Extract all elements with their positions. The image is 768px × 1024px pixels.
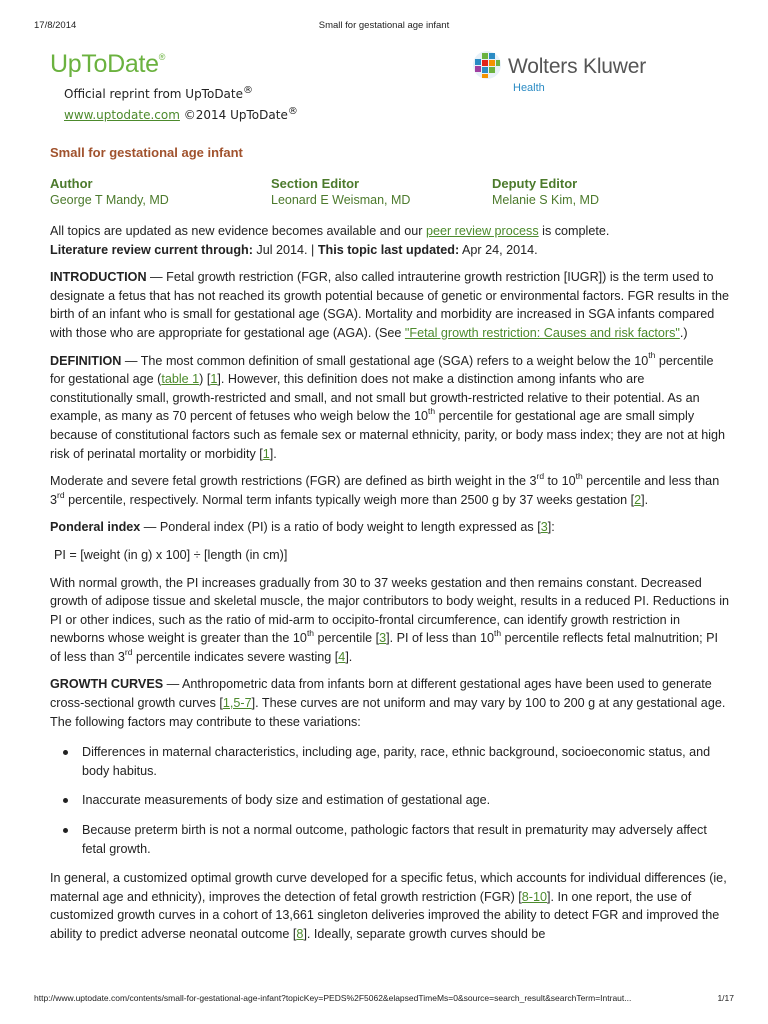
bullet-icon	[63, 750, 68, 755]
deputy-editor-role: Deputy Editor	[492, 176, 578, 191]
reprint-line-1	[64, 82, 298, 103]
growth-curves-paragraph	[50, 675, 730, 731]
list-item	[50, 791, 730, 810]
paragraph-text: In general, a customized optimal growth curve developed for a specific fetus, which accounts for individual differences (ie, maternal age and ethnicity), improves the detection of fetal growth restriction (FGR) [	[50, 871, 727, 904]
superscript: rd	[536, 470, 545, 481]
last-updated-value: Apr 24, 2014.	[459, 242, 538, 257]
print-url: http://www.uptodate.com/contents/small-for-gestational-age-infant?topicKey=PEDS%2F5062&elapsedTimeMs=0&source=search_result&searchTerm=Intraut...	[34, 993, 632, 1003]
paragraph-text: With normal growth, the PI increases gradually from 30 to 37 weeks gestation and then remains constant. Decreased growth of adipose tissue and skeletal muscle, the major contributors to body weight, results in a reduced PI. Reductions in PI or other indices, such as the ratio of mid-arm to occipito-frontal circumference, can identify growth restriction in newborns whose weight is greater than the 10	[50, 575, 730, 646]
list-item-text: Inaccurate measurements of body size and estimation of gestational age.	[82, 793, 491, 808]
author-block	[50, 175, 169, 208]
introduction-heading: INTRODUCTION	[50, 270, 147, 285]
globe-icon	[472, 50, 502, 80]
uptodate-logo[interactable]	[50, 50, 165, 79]
paragraph-text: — Ponderal index (PI) is a ratio of body weight to length expressed as [	[140, 520, 541, 535]
paragraph-text: percentile for gestational age are small simply because of constitutional factors such as female sex or maternal ethnicity, parity, or body mass index; they are not at high risk of perinatal mortality or morbidity [	[50, 409, 726, 461]
reference-link[interactable]: 3	[540, 520, 548, 535]
paragraph-text: Moderate and severe fetal growth restrictions (FGR) are defined as birth weight in the 3	[50, 474, 537, 489]
update-notice	[50, 222, 730, 259]
introduction-paragraph	[50, 268, 730, 342]
paragraph-text: percentile indicates severe wasting [	[132, 649, 339, 664]
variation-factors-list	[50, 743, 730, 858]
uptodate-url-link[interactable]: www.uptodate.com	[64, 108, 180, 122]
reference-link[interactable]: 1	[262, 446, 270, 461]
superscript: th	[428, 406, 436, 417]
reprint-line-2	[64, 103, 298, 124]
wolters-kluwer-logo[interactable]	[472, 50, 662, 95]
peer-review-link[interactable]: peer review process	[425, 224, 539, 238]
definition-paragraph	[50, 352, 730, 464]
growth-curves-heading: GROWTH CURVES	[50, 677, 164, 692]
superscript: th	[493, 628, 502, 639]
superscript: rd	[124, 646, 133, 657]
reference-link[interactable]: 3	[379, 631, 387, 646]
paragraph-text: ].	[641, 492, 649, 507]
superscript: th	[306, 628, 315, 639]
wolters-kluwer-health: Health	[513, 82, 545, 94]
section-editor-block	[271, 175, 410, 208]
registered-mark: ®	[243, 85, 253, 96]
reference-link[interactable]: 8	[296, 927, 304, 941]
paragraph-text: percentile, respectively. Normal term infants typically weigh more than 2500 g by 37 weeks gestation [	[64, 492, 635, 507]
reference-link[interactable]: 1	[210, 372, 218, 387]
notice-text: is complete.	[538, 224, 610, 238]
normal-growth-paragraph	[50, 574, 730, 667]
print-header	[34, 20, 734, 34]
superscript: th	[575, 470, 583, 481]
print-date: 17/8/2014	[34, 20, 77, 31]
paragraph-text: percentile for gestational age (	[50, 353, 714, 387]
paragraph-text: ].	[345, 649, 353, 664]
ponderal-index-paragraph	[50, 518, 730, 537]
customized-curve-paragraph	[50, 869, 730, 943]
reprint-notice	[64, 82, 298, 124]
article-body	[50, 222, 730, 953]
bullet-icon	[63, 828, 68, 833]
ponderal-index-heading: Ponderal index	[50, 520, 141, 535]
paragraph-text: .)	[679, 325, 688, 340]
copyright-text: ©2014 UpToDate	[183, 108, 288, 122]
paragraph-text: ].	[269, 446, 277, 461]
author-name[interactable]: George T Mandy, MD	[50, 193, 169, 207]
paragraph-text: ]. In one report, the use of customized growth curves in a cohort of 13,661 singleton deliveries improved the ability to detect FGR and improved the ability to predict adverse neonatal outcome [	[50, 889, 720, 941]
bullet-icon	[63, 798, 68, 803]
topic-title: Small for gestational age infant	[50, 145, 243, 160]
superscript: th	[648, 350, 656, 361]
superscript: rd	[57, 489, 65, 500]
lit-review-label: Literature review current through:	[50, 242, 253, 257]
ponderal-formula: PI = [weight (in g) x 100] ÷ [length (in cm)]	[54, 547, 288, 562]
print-title: Small for gestational age infant	[318, 20, 450, 31]
registered-mark: ®	[287, 106, 298, 117]
print-footer	[34, 993, 734, 1007]
notice-text: All topics are updated as new evidence becomes available and our	[50, 224, 426, 238]
paragraph-text: ) [	[199, 372, 211, 387]
paragraph-text: to 10	[544, 474, 576, 489]
list-item-text: Differences in maternal characteristics, including age, parity, race, ethnic background, socioeconomic status, and body habitus.	[82, 745, 711, 778]
deputy-editor-block	[492, 175, 599, 208]
list-item	[50, 743, 730, 780]
reprint-text: Official reprint from UpToDate	[64, 87, 243, 101]
paragraph-text: ]. These curves are not uniform and may vary by 100 to 200 g at any gestational age. The following factors may contribute to these variations:	[50, 696, 726, 729]
paragraph-text: — Fetal growth restriction (FGR, also called intrauterine growth restriction [IUGR]) is the term used to designate a fetus that has not reached its growth potential because of genetic or environmental factors. FGR results in the birth of an infant who is small for gestational age (SGA). Mortality and morbidity are increased in SGA infants compared with those who are appropriate for gestational age (AGA). (See	[50, 270, 730, 340]
editors-row	[50, 175, 730, 211]
list-item-text: Because preterm birth is not a normal outcome, pathologic factors that result in prematurity may adversely affect fetal growth.	[82, 823, 707, 856]
paragraph-text: ]. However, this definition does not make a distinction among infants who are constitutionally small, growth-restricted and small, and not small but growth-restricted relative to their potential. As an example, as many as 70 percent of fetuses who weigh below the 10	[50, 372, 700, 424]
list-item	[50, 821, 730, 858]
paragraph-text: — The most common definition of small gestational age (SGA) refers to a weight below the 10	[121, 353, 649, 368]
paragraph-text: percentile reflects fetal malnutrition; PI of less than 3	[50, 631, 719, 664]
deputy-editor-name[interactable]: Melanie S Kim, MD	[492, 193, 599, 207]
fgr-causes-link[interactable]: "Fetal growth restriction: Causes and risk factors"	[404, 325, 680, 340]
wolters-kluwer-name: Wolters Kluwer	[508, 55, 647, 78]
paragraph-text: — Anthropometric data from infants born at different gestational ages have been used to generate cross-sectional growth curves [	[50, 677, 712, 711]
lit-review-value: Jul 2014. |	[252, 242, 318, 257]
section-editor-role: Section Editor	[271, 176, 360, 191]
reference-link[interactable]: 2	[634, 492, 642, 507]
last-updated-label: This topic last updated:	[317, 242, 460, 257]
page-number: 1/17	[717, 993, 734, 1003]
paragraph-text: percentile and less than 3	[50, 474, 720, 507]
reference-link[interactable]: 8-10	[521, 889, 547, 904]
definition-heading: DEFINITION	[50, 353, 122, 368]
moderate-severe-paragraph	[50, 472, 730, 509]
author-role: Author	[50, 176, 93, 191]
reference-link[interactable]: 1,5-7	[222, 696, 252, 711]
paragraph-text: ]:	[547, 520, 555, 535]
registered-mark: ®	[158, 52, 166, 62]
paragraph-text: ]. PI of less than 10	[386, 631, 494, 646]
paragraph-text: ]. Ideally, separate growth curves should be	[303, 927, 546, 941]
paragraph-text: percentile [	[314, 631, 380, 646]
reference-link[interactable]: 4	[338, 649, 346, 664]
table-1-link[interactable]: table 1	[161, 372, 200, 387]
section-editor-name[interactable]: Leonard E Weisman, MD	[271, 193, 411, 207]
uptodate-logo-text: UpToDate	[50, 50, 159, 78]
